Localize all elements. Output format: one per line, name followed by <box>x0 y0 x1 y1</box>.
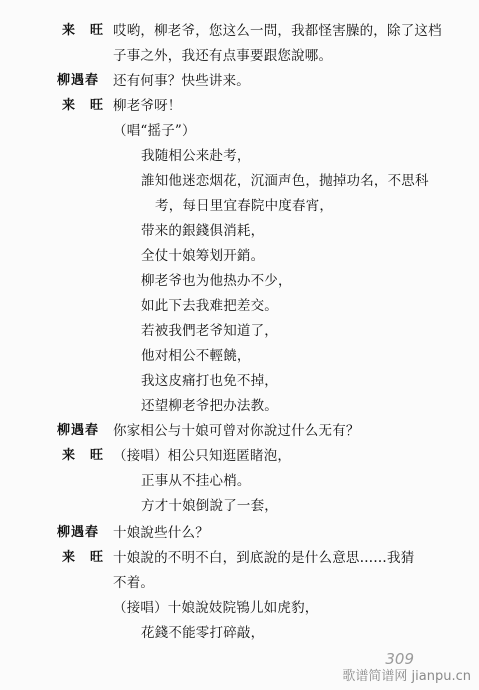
dialogue-line: 十娘說些什么？ <box>113 525 209 541</box>
speaker-laiwang: 来 旺 <box>62 550 105 565</box>
verse-line: （接唱）相公只知逛匿睹泡， <box>113 448 292 464</box>
verse-line: 正事从不挂心梢。 <box>141 473 251 489</box>
speaker-liuyuchun: 柳遇春 <box>57 73 100 88</box>
verse-line: 花錢不能零打碎敲， <box>141 625 265 641</box>
verse-line: 若被我們老爷知道了， <box>141 323 278 339</box>
dialogue-line: 不着。 <box>113 575 155 591</box>
verse-line: 还望柳老爷把办法教。 <box>141 398 278 414</box>
page-number: 309 <box>385 650 414 668</box>
dialogue-line: 十娘說的不明不白，到底說的是什么意思……我猜 <box>113 550 415 566</box>
speaker-laiwang: 来 旺 <box>62 23 105 38</box>
verse-line: 我随相公来赴考， <box>141 148 251 164</box>
dialogue-line: 子事之外，我还有点事要跟您說哪。 <box>113 48 333 64</box>
verse-line: 方才十娘倒說了一套， <box>141 498 278 514</box>
speaker-liuyuchun: 柳遇春 <box>57 423 100 438</box>
verse-line: 带来的銀錢俱消耗， <box>141 223 265 239</box>
verse-line: 考，每日里宜春院中度春宵， <box>155 198 334 214</box>
verse-line: （接唱）十娘說妓院鴇儿如虎豹， <box>113 600 319 616</box>
dialogue-line: 你家相公与十娘可曾对你說过什么无有？ <box>113 423 360 439</box>
speaker-laiwang: 来 旺 <box>62 448 105 463</box>
verse-line: 誰知他迷恋烟花，沉湎声色，抛掉功名，不思科 <box>141 173 429 189</box>
site-watermark: 歌谱简谱网 jianpu.cn <box>342 669 471 684</box>
verse-line: 我这皮痛打也免不掉， <box>141 373 278 389</box>
verse-line: 如此下去我难把差交。 <box>141 298 278 314</box>
dialogue-line: 还有何事？快些讲来。 <box>113 73 250 89</box>
stage-direction: （唱“摇子”） <box>113 123 196 139</box>
speaker-liuyuchun: 柳遇春 <box>57 525 100 540</box>
dialogue-line: 柳老爷呀！ <box>113 98 182 114</box>
dialogue-line: 哎哟，柳老爷，您这么一問，我都怪害臊的，除了这档 <box>113 23 442 39</box>
verse-line: 他对相公不輕饒， <box>141 348 251 364</box>
speaker-laiwang: 来 旺 <box>62 98 105 113</box>
verse-line: 柳老爷也为他热办不少， <box>141 273 292 289</box>
verse-line: 全仗十娘筹划开銷。 <box>141 248 265 264</box>
